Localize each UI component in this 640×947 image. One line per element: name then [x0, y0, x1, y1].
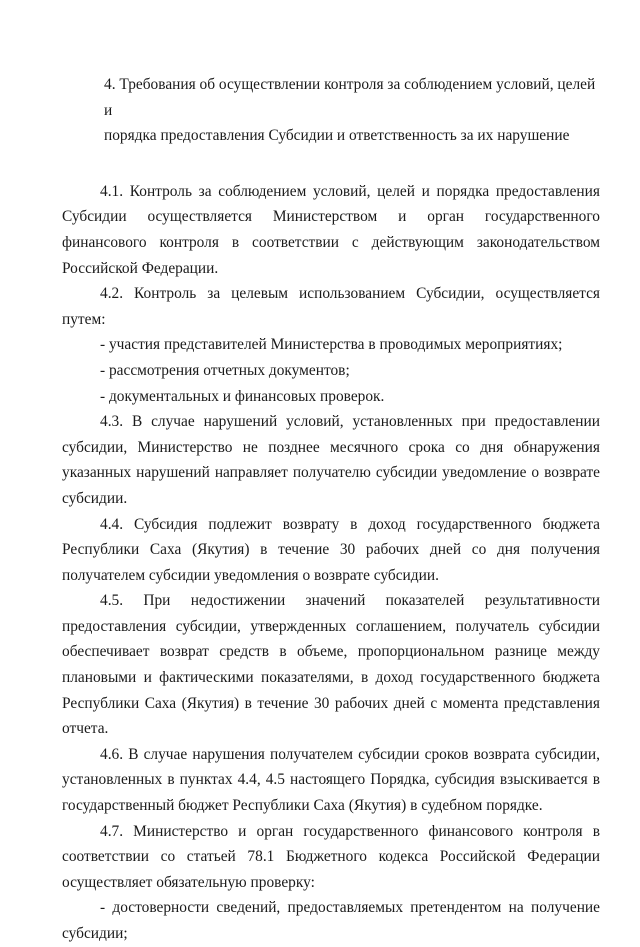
paragraph-4-3: 4.3. В случае нарушений условий, установленных при предоставлении субсидии, Министерство не позднее месячного срока со дня обнаружения указанных нарушений направляет получателю субсидии уведомление о возврате субсидии. [62, 413, 600, 507]
paragraph-4-4: 4.4. Субсидия подлежит возврату в доход государственного бюджета Республики Саха (Якутия) в течение 30 рабочих дней со дня получения получателем субсидии уведомления о возврате субсидии. [62, 515, 600, 584]
section-heading-line-2: порядка предоставления Субсидии и ответственность за их нарушение [104, 127, 570, 145]
list-item-audits: - документальных и финансовых проверок. [100, 387, 385, 405]
paragraph-4-2: 4.2. Контроль за целевым использованием Субсидии, осуществляется путем: [62, 285, 600, 328]
list-item-reliability: - достоверности сведений, предоставляемых претендентом на получение субсидии; [62, 899, 600, 942]
paragraph-4-1: 4.1. Контроль за соблюдением условий, целей и порядка предоставления Субсидии осуществляется Министерством и орган государственного финансового контроля в соответствии с действующим законодательством Российской Федерации. [62, 182, 600, 277]
section-heading [62, 72, 600, 149]
section-heading-line-1: 4. Требования об осуществлении контроля за соблюдением условий, целей и [104, 76, 596, 119]
list-item-review-reports: - рассмотрения отчетных документов; [100, 361, 350, 379]
paragraph-4-5: 4.5. При недостижении значений показателей результативности предоставления субсидии, утвержденных соглашением, получатель субсидии обеспечивает возврат средств в объеме, пропорциональном разнице между плановыми и фактическими показателями, в доход государственного бюджета Республики Саха (Якутия) в течение 30 рабочих дней с момента представления отчета. [62, 592, 600, 738]
list-item-participation: - участия представителей Министерства в проводимых мероприятиях; [100, 336, 563, 354]
document-page [62, 72, 600, 947]
paragraph-4-7: 4.7. Министерство и орган государственного финансового контроля в соответствии со статьей 78.1 Бюджетного кодекса Российской Федерации осуществляет обязательную проверку: [62, 822, 600, 891]
spacer [62, 149, 600, 179]
paragraph-4-6: 4.6. В случае нарушения получателем субсидии сроков возврата субсидии, установленных в пунктах 4.4, 4.5 настоящего Порядка, субсидия взыскивается в государственный бюджет Республики Саха (Якутия) в судебном порядке. [62, 745, 600, 815]
